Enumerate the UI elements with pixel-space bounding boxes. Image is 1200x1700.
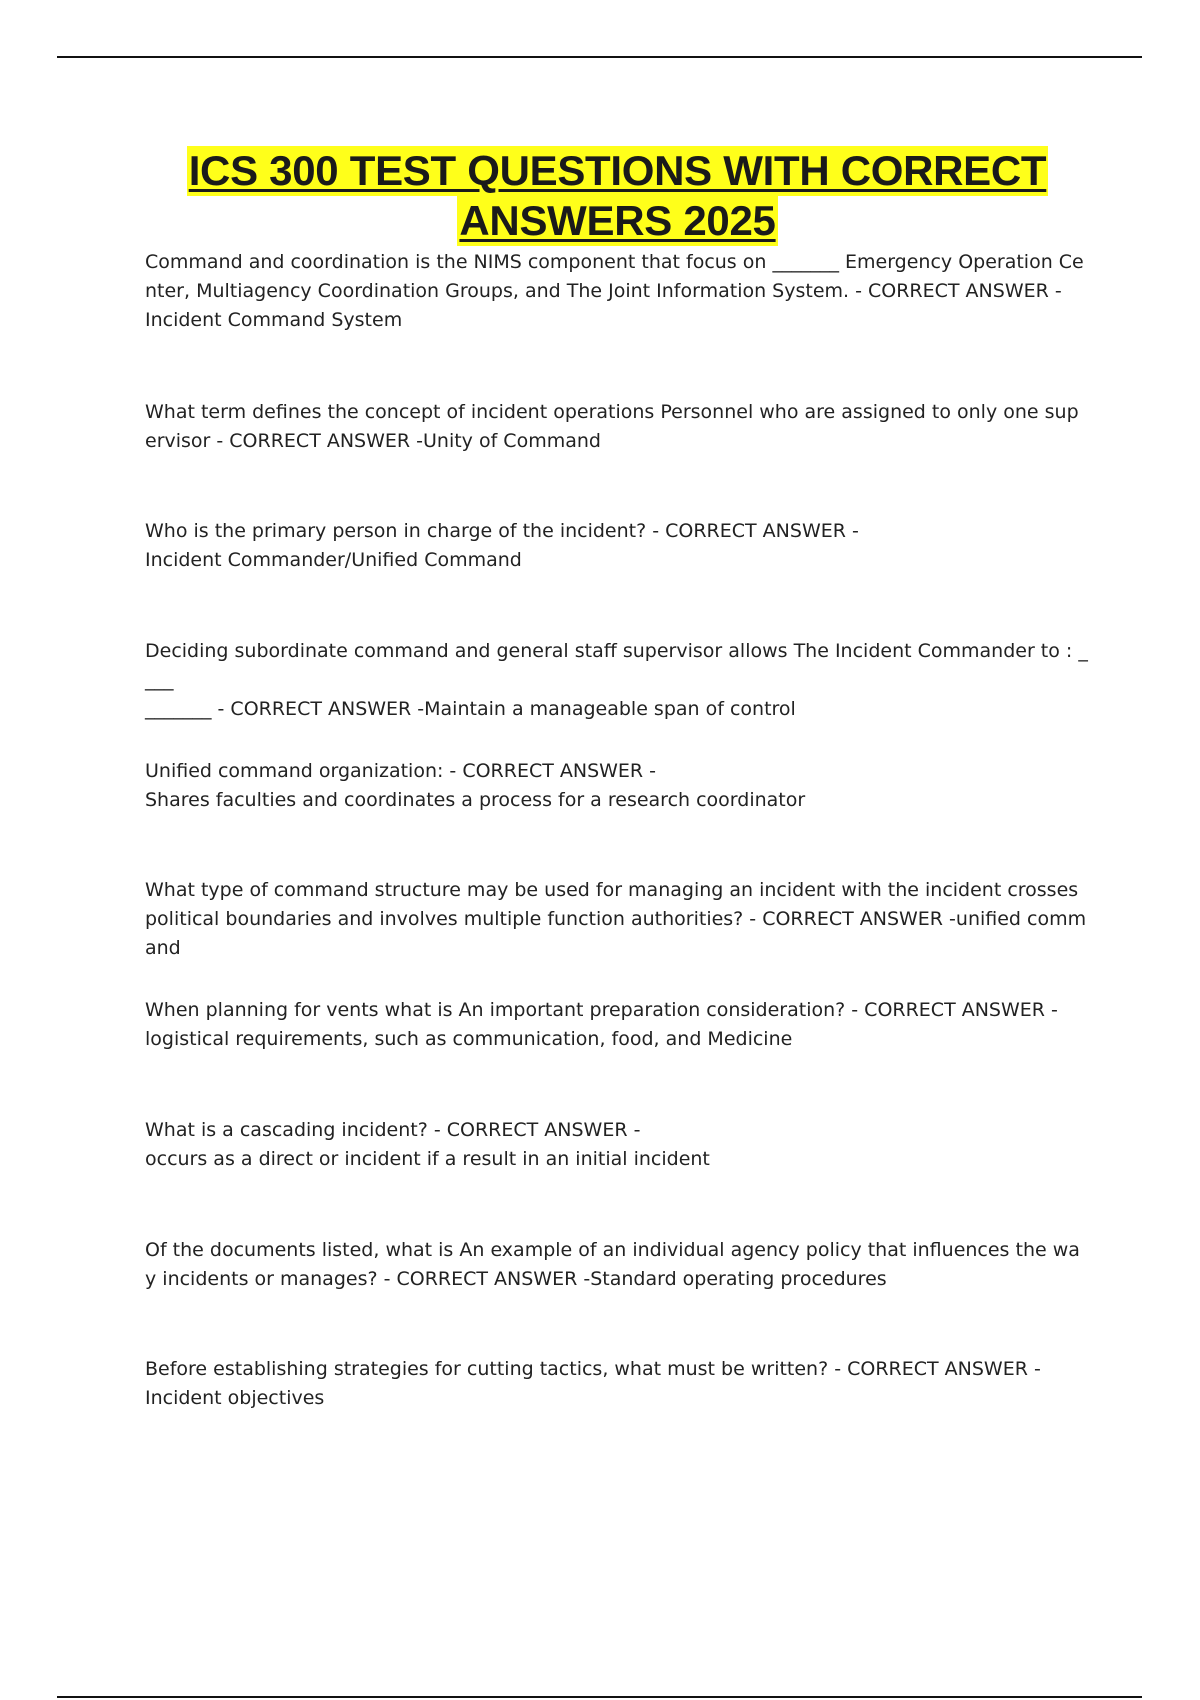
title-line-2: ANSWERS 2025 — [459, 197, 776, 244]
qa-item-3: Who is the primary person in charge of the incident? - CORRECT ANSWER - Incident Commander/Unified Command — [145, 520, 859, 571]
title-line-1: ICS 300 TEST QUESTIONS WITH CORRECT — [188, 147, 1047, 194]
qa-item-8: What is a cascading incident? - CORRECT ANSWER - occurs as a direct or incident if a result in an initial incident — [145, 1119, 710, 1170]
qa-item-7: When planning for vents what is An important preparation consideration? - CORRECT ANSWER - logistical requirements, such as communication, food, and Medicine — [145, 999, 1058, 1050]
qa-item-2: What term defines the concept of incident operations Personnel who are assigned to only one supervisor - CORRECT ANSWER -Unity of Command — [145, 401, 1079, 452]
bottom-rule — [57, 1696, 1142, 1698]
qa-item-9: Of the documents listed, what is An example of an individual agency policy that influences the way incidents or manages? - CORRECT ANSWER -Standard operating procedures — [145, 1239, 1080, 1290]
qa-item-4: Deciding subordinate command and general staff supervisor allows The Incident Commander to : ____ _______ - CORRECT ANSWER -Maintain a manageable span of control — [145, 640, 1088, 720]
qa-item-6: What type of command structure may be used for managing an incident with the incident crosses political boundaries and involves multiple function authorities? - CORRECT ANSWER -unified command — [145, 879, 1087, 959]
qa-item-5: Unified command organization: - CORRECT ANSWER - Shares faculties and coordinates a process for a research coordinator — [145, 760, 806, 811]
top-rule — [57, 56, 1142, 58]
qa-item-10: Before establishing strategies for cutting tactics, what must be written? - CORRECT ANSWER - Incident objectives — [145, 1358, 1041, 1409]
qa-item-1: Command and coordination is the NIMS component that focus on _______ Emergency Operation Center, Multiagency Coordination Groups, and The Joint Information System. - CORRECT ANSWER - Incident Command System — [145, 251, 1084, 331]
document-title — [145, 146, 1090, 246]
